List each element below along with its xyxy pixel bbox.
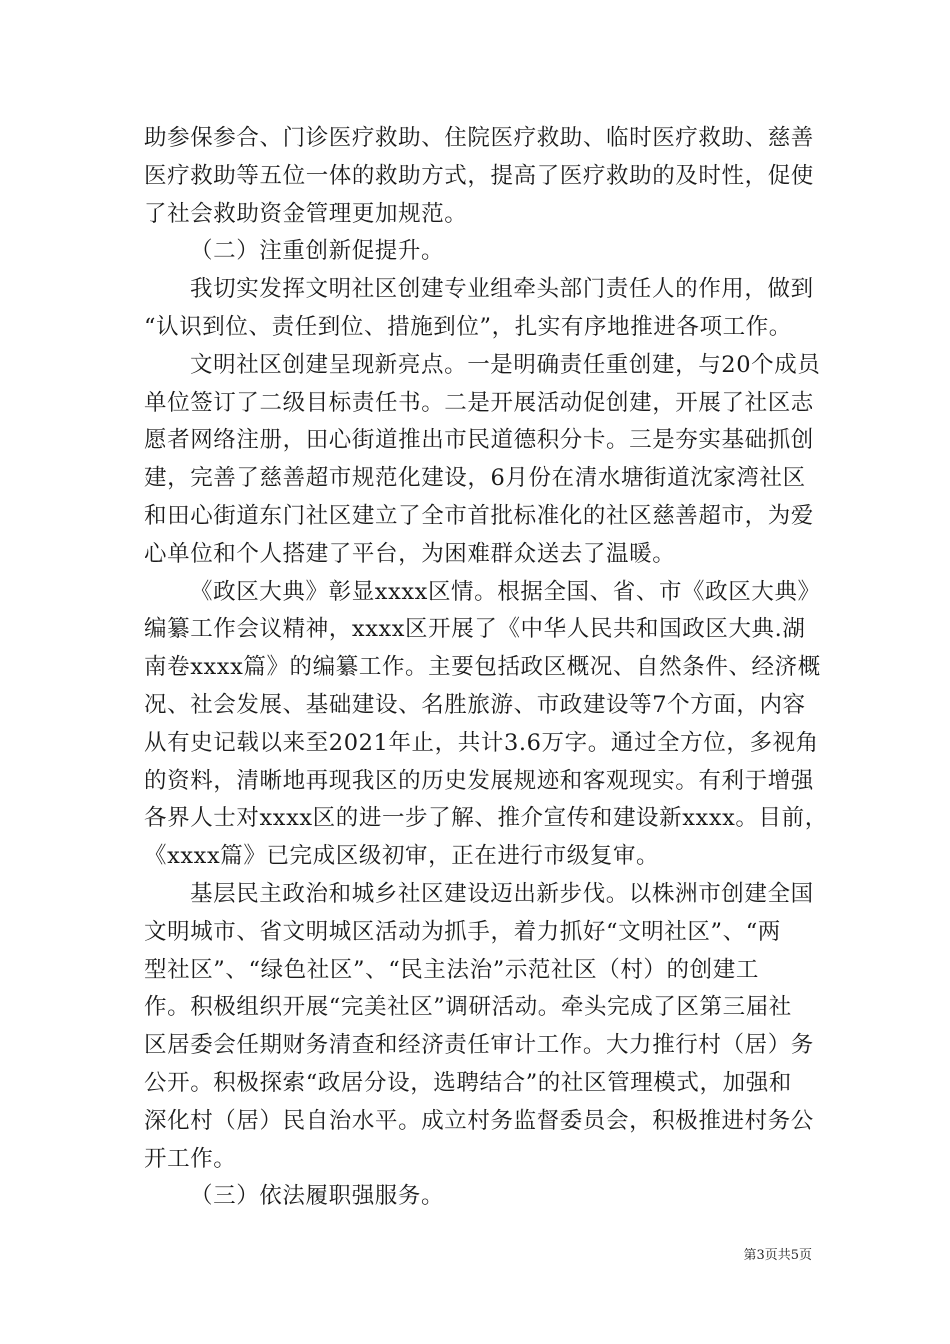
text-line: 况、社会发展、基础建设、名胜旅游、市政建设等7个方面，内容 bbox=[144, 691, 806, 718]
text-line: 编纂工作会议精神，xxxx区开展了《中华人民共和国政区大典.湖 bbox=[144, 616, 806, 643]
text-line: “认识到位、责任到位、措施到位”，扎实有序地推进各项工作。 bbox=[144, 313, 792, 340]
text-line: 文明社区创建呈现新亮点。一是明确责任重创建，与20个成员 bbox=[190, 351, 821, 378]
text-line: 单位签订了二级目标责任书。二是开展活动促创建，开展了社区志 bbox=[144, 389, 814, 416]
text-line: 的资料，清晰地再现我区的历史发展规迹和客观现实。有利于增强 bbox=[144, 767, 814, 794]
text-line: 医疗救助等五位一体的救助方式，提高了医疗救助的及时性，促使 bbox=[144, 162, 814, 189]
text-line: 了社会救助资金管理更加规范。 bbox=[144, 200, 468, 227]
text-line: 助参保参合、门诊医疗救助、住院医疗救助、临时医疗救助、慈善 bbox=[144, 125, 814, 151]
text-line: 我切实发挥文明社区创建专业组牵头部门责任人的作用，做到 bbox=[190, 276, 814, 303]
text-line: 南卷xxxx篇》的编纂工作。主要包括政区概况、自然条件、经济概 bbox=[144, 654, 821, 681]
text-line: 《xxxx篇》已完成区级初审，正在进行市级复审。 bbox=[144, 843, 660, 870]
section-heading: （二）注重创新促提升。 bbox=[190, 238, 445, 265]
text-line: 区居委会任期财务清查和经济责任审计工作。大力推行村（居）务 bbox=[144, 1032, 814, 1059]
text-line: 作。积极组织开展“完美社区”调研活动。牵头完成了区第三届社 bbox=[144, 994, 792, 1021]
text-line: 愿者网络注册，田心街道推出市民道德积分卡。三是夯实基础抓创 bbox=[144, 427, 814, 454]
page-number: 第3页共5页 bbox=[743, 1248, 812, 1263]
text-line: 文明城市、省文明城区活动为抓手，着力抓好“文明社区”、“两 bbox=[144, 918, 781, 945]
body-text bbox=[144, 120, 828, 1216]
text-line: 建，完善了慈善超市规范化建设，6月份在清水塘街道沈家湾社区 bbox=[144, 465, 806, 492]
text-line: 《政区大典》彰显xxxx区情。根据全国、省、市《政区大典》 bbox=[190, 578, 821, 605]
text-line: 心单位和个人搭建了平台，为困难群众送去了温暖。 bbox=[144, 540, 676, 567]
text-line: 开工作。 bbox=[144, 1145, 237, 1172]
text-line: 深化村（居）民自治水平。成立村务监督委员会，积极推进村务公 bbox=[144, 1107, 814, 1134]
section-heading: （三）依法履职强服务。 bbox=[190, 1183, 445, 1210]
text-line: 各界人士对xxxx区的进一步了解、推介宣传和建设新xxxx。目前， bbox=[144, 805, 828, 832]
text-line: 从有史记载以来至2021年止，共计3.6万字。通过全方位，多视角 bbox=[144, 729, 819, 756]
text-line: 和田心街道东门社区建立了全市首批标准化的社区慈善超市，为爱 bbox=[144, 502, 814, 529]
text-line: 型社区”、“绿色社区”、“民主法治”示范社区（村）的创建工 bbox=[144, 956, 759, 983]
text-line: 基层民主政治和城乡社区建设迈出新步伐。以株洲市创建全国 bbox=[190, 880, 814, 907]
text-line: 公开。积极探索“政居分设，选聘结合”的社区管理模式，加强和 bbox=[144, 1069, 792, 1096]
